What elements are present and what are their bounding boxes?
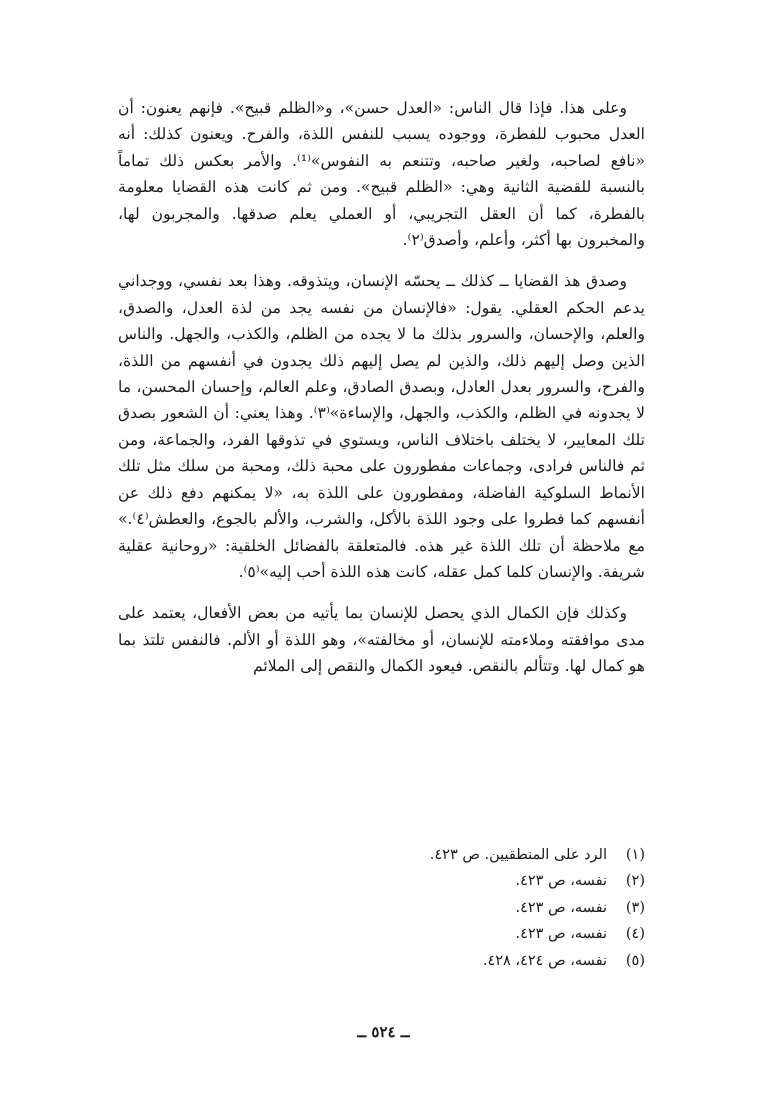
footnote — [300, 842, 645, 868]
footnote — [300, 868, 645, 894]
footnote-number: (٥) — [625, 952, 645, 969]
footnote-number: (١) — [625, 847, 645, 863]
footnote-text: نفسه، ص ٤٢٣. — [515, 926, 607, 943]
paragraph-1: وعلى هذا. فإذا قال الناس: «العدل حسن»، و«الظلم قبيح». فإنهم يعنون: أن العدل محبوب للفطرة، ووجوده يسبب للنفس اللذة، والفرح. ويعنون كذلك: أنه «نافع لصاحبه، ولغير صاحبه، وتتنعم به النفوس»⁽¹⁾. والأمر بعكس ذلك تماماً بالنسبة للقضية الثانية وهي: «الظلم قبيح». ومن ثم كانت هذه القضايا معلومة بالفطرة، كما أن العقل التجريبي، أو العملي يعلم صدقها. والمجربون لها، والمخبرون بها أكثر، وأعلم، وأصدق⁽٢⁾. — [118, 99, 645, 250]
footnote-number: (٢) — [625, 873, 645, 890]
footnote-text: نفسه، ص ٤٢٣. — [515, 899, 607, 916]
footnote-number: (٣) — [625, 899, 645, 916]
footnote-number: (٤) — [625, 926, 645, 943]
footnote — [300, 948, 645, 974]
footnote-text: الرد على المنطقيين. ص ٤٢٣. — [429, 847, 607, 863]
footnote — [300, 921, 645, 947]
footnote-text: نفسه، ص ٤٢٤، ٤٢٨. — [482, 952, 607, 969]
paragraph-3: وكذلك فإن الكمال الذي يحصل للإنسان بما يأتيه من بعض الأفعال، يعتمد على مدى موافقته وملاءمته للإنسان، أو مخالفته»، وهو اللذة أو الألم. فالنفس تلتذ بما هو كمال لها. وتتألم بالنقص. فيعود الكمال والنقص إلى الملائم — [118, 604, 645, 676]
footnote-text: نفسه، ص ٤٢٣. — [515, 873, 607, 890]
footnote — [300, 895, 645, 921]
main-text — [118, 95, 645, 680]
paragraph-2: وصدق هذ القضايا ــ كذلك ــ يحسّه الإنسان، ويتذوقه. وهذا بعد نفسي، ووجداني يدعم الحكم العقلي. يقول: «فالإنسان من نفسه يجد من لذة العدل، والصدق، والعلم، والإحسان، والسرور بذلك ما لا يجده من الظلم، والكذب، والجهل. والناس الذين وصل إليهم ذلك، والذين لم يصل إليهم ذلك يجدون في أنفسهم من اللذة، والفرح، والسرور بعدل العادل، وبصدق الصادق، وعلم العالم، وإحسان المحسن، ما لا يجدونه في الظلم، والكذب، والجهل، والإساءة»⁽٣⁾. وهذا يعني: أن الشعور بصدق تلك المعايير، لا يختلف باختلاف الناس، ويستوي في تذوقها الفرد، والجماعة، ومن ثم فالناس فرادى، وجماعات مفطورون على محبة ذلك، ومحبة من سلك مثل تلك الأنماط السلوكية الفاضلة، ومفطورون على اللذة به، «لا يمكنهم دفع ذلك عن أنفسهم كما فطروا على وجود اللذة بالأكل، والشرب، والألم بالجوع، والعطش⁽٤⁾.» مع ملاحظة أن تلك اللذة غير هذه. فالمتعلقة بالفضائل الخلقية: «روحانية عقلية شريفة. والإنسان كلما كمل عقله، كانت هذه اللذة أحب إليه»⁽٥⁾. — [118, 272, 645, 581]
page-number: ــ ٥٢٤ ــ — [357, 1023, 410, 1041]
footnotes — [300, 842, 645, 974]
